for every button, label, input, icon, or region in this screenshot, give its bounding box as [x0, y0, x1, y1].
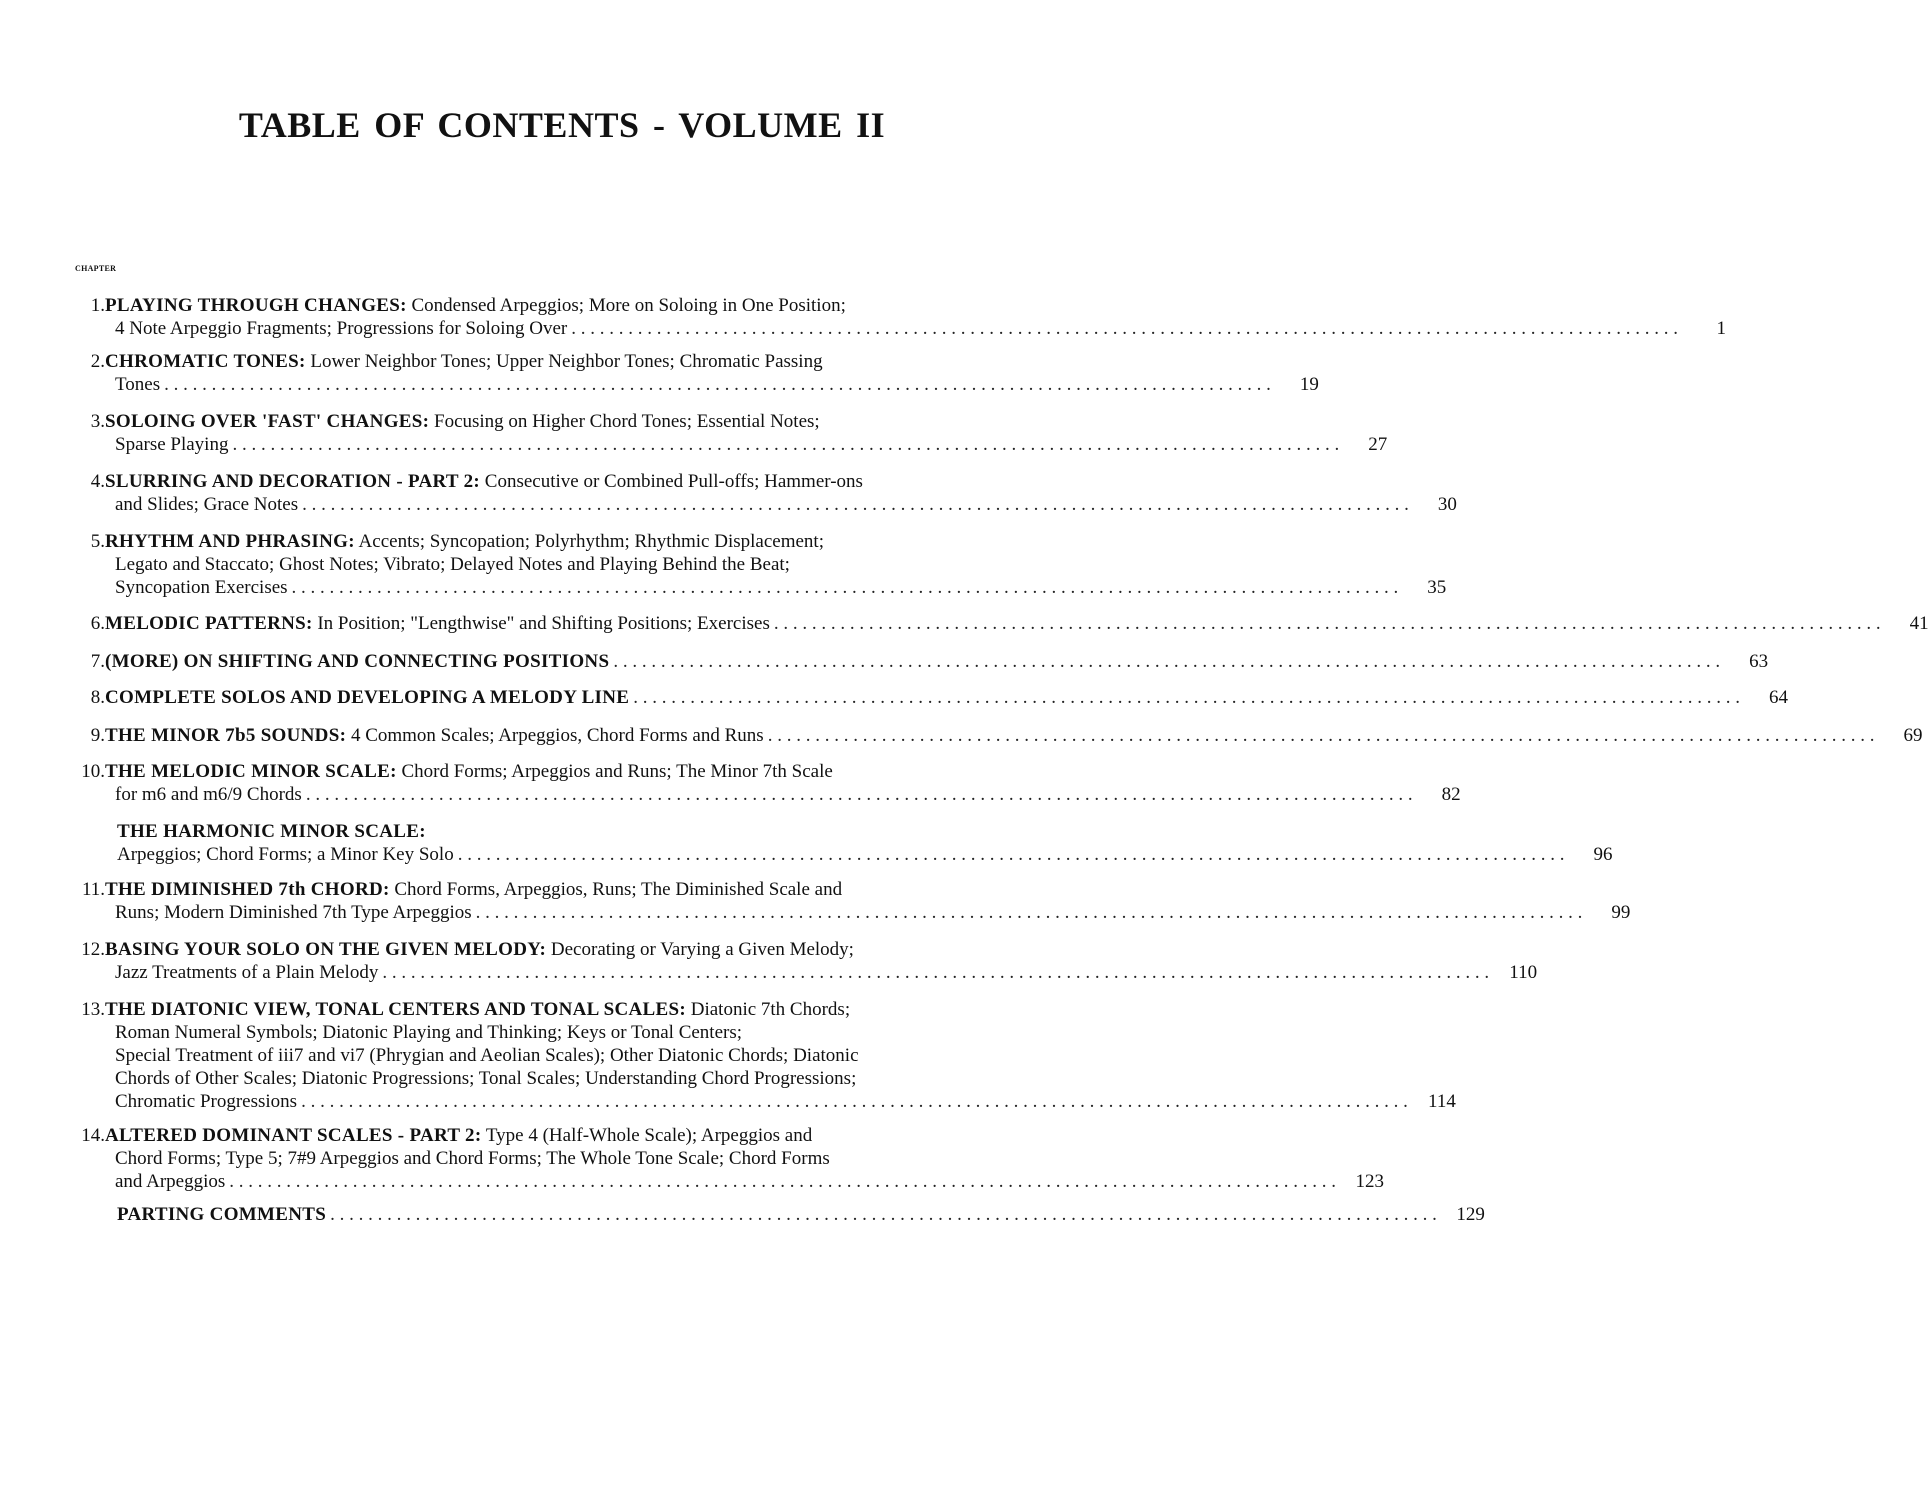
leader-dots: [302, 493, 1409, 516]
toc-entry[interactable]: [72, 350, 1319, 396]
entry-body: [105, 686, 1788, 709]
entry-subtopics: Chromatic Progressions: [115, 1091, 298, 1112]
entry-subtopics: Sparse Playing: [115, 434, 229, 455]
entry-line: [105, 1090, 1456, 1113]
entry-heading: SLURRING AND DECORATION - PART 2:: [105, 471, 481, 492]
chapter-number: [72, 820, 105, 866]
entry-body: [105, 820, 1612, 866]
entry-heading: BASING YOUR SOLO ON THE GIVEN MELODY:: [105, 939, 547, 960]
entry-subtopics: 4 Common Scales; Arpeggios, Chord Forms and Runs: [350, 725, 764, 746]
entry-subtopics: Decorating or Varying a Given Melody;: [550, 939, 854, 960]
leader-dots: [476, 901, 1583, 924]
toc-entry[interactable]: [72, 410, 1388, 456]
entry-subtopics: Runs; Modern Diminished 7th Type Arpeggios: [115, 902, 472, 923]
entry-line: [117, 843, 1612, 866]
toc-entry[interactable]: [72, 938, 1538, 984]
entry-heading: SOLOING OVER 'FAST' CHANGES:: [105, 411, 430, 432]
chapter-number: 7.: [90, 651, 105, 672]
toc-entry[interactable]: [72, 820, 1613, 866]
chapter-number: 3.: [90, 411, 105, 432]
leader-dots: [306, 783, 1413, 806]
entry-heading: RHYTHM AND PHRASING:: [105, 531, 355, 552]
leader-dots: [571, 317, 1678, 340]
leader-dots: [301, 1090, 1408, 1113]
entry-line: [105, 878, 1630, 901]
page-number: 82: [1441, 784, 1461, 805]
entry-body: [105, 410, 1387, 456]
entry-body: [105, 938, 1537, 984]
leader-dots: [229, 1170, 1336, 1193]
entry-title: [105, 612, 770, 635]
entry-line: [105, 724, 1922, 747]
entry-subtopics: Consecutive or Combined Pull-offs; Hammer-ons: [484, 471, 863, 492]
entry-subtopics: Chord Forms; Arpeggios and Runs; The Minor 7th Scale: [401, 761, 833, 782]
chapter-number: 1.: [90, 295, 105, 316]
leader-dots: [164, 373, 1271, 396]
entry-heading: PLAYING THROUGH CHANGES:: [105, 295, 407, 316]
page-number: 99: [1611, 902, 1631, 923]
entry-line: [105, 530, 1446, 553]
chapter-number: 12.: [81, 939, 105, 960]
toc-entry[interactable]: [72, 1203, 1485, 1226]
page-title: TABLE OF CONTENTS - VOLUME II: [238, 105, 886, 145]
toc-entry[interactable]: [72, 724, 1923, 747]
entry-title: [117, 1203, 326, 1226]
entry-body: [105, 760, 1461, 806]
entry-line: [105, 294, 1726, 317]
chapter-number: 9.: [90, 725, 105, 746]
leader-dots: [382, 961, 1489, 984]
page-number: 1: [1716, 318, 1727, 339]
entry-body: [105, 724, 1922, 747]
chapter-number: 11.: [81, 879, 105, 900]
leader-dots: [774, 612, 1881, 635]
page-number: 96: [1593, 844, 1613, 865]
entry-line: [105, 938, 1537, 961]
entry-line: Chord Forms; Type 5; 7#9 Arpeggios and Chord Forms; The Whole Tone Scale; Chord Forms: [115, 1148, 830, 1169]
entry-heading: ALTERED DOMINANT SCALES - PART 2:: [105, 1125, 482, 1146]
toc-entry[interactable]: [72, 470, 1457, 516]
entry-line: [105, 410, 1387, 433]
entry-body: [105, 612, 1929, 635]
entry-line: [105, 998, 1456, 1021]
entry-subtopics: Tones: [115, 374, 161, 395]
page-number: 30: [1437, 494, 1457, 515]
entry-subtopics: Condensed Arpeggios; More on Soloing in One Position;: [411, 295, 846, 316]
page-number: 123: [1355, 1171, 1385, 1192]
leader-dots: [458, 843, 1565, 866]
chapter-column-label: CHAPTER: [75, 264, 117, 273]
entry-body: [105, 350, 1319, 396]
entry-subtopics: Lower Neighbor Tones; Upper Neighbor Tones; Chromatic Passing: [310, 351, 823, 372]
entry-heading: (MORE) ON SHIFTING AND CONNECTING POSITIONS: [105, 651, 610, 672]
entry-subtopics: Syncopation Exercises: [115, 577, 288, 598]
entry-subtopics: Type 4 (Half-Whole Scale); Arpeggios and: [485, 1125, 813, 1146]
entry-line: Roman Numeral Symbols; Diatonic Playing and Thinking; Keys or Tonal Centers;: [115, 1022, 743, 1043]
entry-subtopics: Jazz Treatments of a Plain Melody: [115, 962, 379, 983]
entry-line: [105, 493, 1457, 516]
page-number: 110: [1509, 962, 1538, 983]
chapter-number: 6.: [90, 613, 105, 634]
toc-entry[interactable]: [72, 650, 1769, 673]
entry-subtopics: and Arpeggios: [115, 1171, 226, 1192]
leader-dots: [292, 576, 1399, 599]
entry-line: [105, 1170, 1384, 1193]
entry-line: [105, 901, 1630, 924]
entry-body: [105, 878, 1630, 924]
entry-subtopics: Chord Forms, Arpeggios, Runs; The Diminished Scale and: [394, 879, 843, 900]
page-number: 69: [1903, 725, 1923, 746]
entry-heading: THE HARMONIC MINOR SCALE:: [117, 821, 426, 842]
entry-title: [105, 724, 764, 747]
chapter-number: 14.: [81, 1125, 105, 1146]
page-number: 114: [1428, 1091, 1456, 1112]
entry-body: [105, 1124, 1384, 1193]
entry-heading: THE DIATONIC VIEW, TONAL CENTERS AND TONAL SCALES:: [105, 999, 686, 1020]
chapter-number: 5.: [90, 531, 105, 552]
entry-body: [105, 1203, 1485, 1226]
entry-line: [105, 373, 1319, 396]
leader-dots: [232, 433, 1339, 456]
entry-subtopics: Focusing on Higher Chord Tones; Essential Notes;: [434, 411, 820, 432]
leader-dots: [330, 1203, 1437, 1226]
entry-body: [105, 530, 1446, 599]
entry-subtopics: Accents; Syncopation; Polyrhythm; Rhythmic Displacement;: [358, 531, 824, 552]
page-number: 35: [1427, 577, 1447, 598]
entry-line: [117, 820, 1612, 843]
toc-entry[interactable]: [72, 878, 1631, 924]
chapter-number: 13.: [81, 999, 105, 1020]
entry-title: [105, 650, 609, 673]
chapter-number: 10.: [81, 761, 105, 782]
entry-line: [105, 1124, 1384, 1147]
entry-subtopics: for m6 and m6/9 Chords: [115, 784, 302, 805]
entry-subtopics: 4 Note Arpeggio Fragments; Progressions for Soloing Over: [115, 318, 568, 339]
entry-line: Special Treatment of iii7 and vi7 (Phrygian and Aeolian Scales); Other Diatonic Chords; Diatonic: [115, 1045, 859, 1066]
entry-line: Legato and Staccato; Ghost Notes; Vibrato; Delayed Notes and Playing Behind the Beat;: [115, 554, 790, 575]
page-number: 64: [1768, 687, 1788, 708]
page-number: 27: [1368, 434, 1388, 455]
leader-dots: [768, 724, 1875, 747]
chapter-number: 8.: [90, 687, 105, 708]
entry-title: [105, 686, 629, 709]
entry-subtopics: In Position; "Lengthwise" and Shifting Positions; Exercises: [317, 613, 770, 634]
entry-line: [105, 686, 1788, 709]
entry-line: [117, 1203, 1485, 1226]
entry-line: [105, 760, 1461, 783]
entry-body: [105, 998, 1456, 1113]
entry-body: [105, 650, 1768, 673]
chapter-number: [72, 1203, 105, 1226]
leader-dots: [613, 650, 1720, 673]
chapter-number: 2.: [90, 351, 105, 372]
toc-entry[interactable]: [72, 294, 1727, 340]
entry-line: [105, 783, 1461, 806]
entry-heading: THE MINOR 7b5 SOUNDS:: [105, 725, 347, 746]
entry-line: [105, 650, 1768, 673]
page-number: 129: [1456, 1204, 1485, 1225]
page-number: 41: [1909, 613, 1929, 634]
entry-subtopics: Arpeggios; Chord Forms; a Minor Key Solo: [117, 844, 454, 865]
entry-line: [105, 470, 1457, 493]
entry-line: [105, 576, 1446, 599]
entry-line: [105, 350, 1319, 373]
entry-heading: COMPLETE SOLOS AND DEVELOPING A MELODY LINE: [105, 687, 630, 708]
entry-heading: THE DIMINISHED 7th CHORD:: [105, 879, 390, 900]
page-number: 63: [1749, 651, 1769, 672]
entry-line: [105, 961, 1537, 984]
entry-line: [105, 433, 1387, 456]
toc-entry[interactable]: [72, 998, 1456, 1113]
entry-heading: PARTING COMMENTS: [117, 1204, 327, 1225]
toc-entry[interactable]: [72, 612, 1929, 635]
entry-line: [105, 612, 1929, 635]
entry-heading: CHROMATIC TONES:: [105, 351, 306, 372]
toc-entry[interactable]: [72, 530, 1447, 599]
entry-subtopics: Diatonic 7th Chords;: [690, 999, 851, 1020]
toc-entry[interactable]: [72, 686, 1788, 709]
entry-subtopics: and Slides; Grace Notes: [115, 494, 299, 515]
page-number: 19: [1299, 374, 1319, 395]
toc-entry[interactable]: [72, 1124, 1385, 1193]
entry-body: [105, 294, 1726, 340]
entry-body: [105, 470, 1457, 516]
entry-line: [105, 317, 1726, 340]
entry-heading: THE MELODIC MINOR SCALE:: [105, 761, 397, 782]
chapter-number: 4.: [90, 471, 105, 492]
entry-heading: MELODIC PATTERNS:: [105, 613, 313, 634]
toc-entry[interactable]: [72, 760, 1461, 806]
entry-line: Chords of Other Scales; Diatonic Progressions; Tonal Scales; Understanding Chord Progressions;: [115, 1068, 857, 1089]
leader-dots: [633, 686, 1740, 709]
